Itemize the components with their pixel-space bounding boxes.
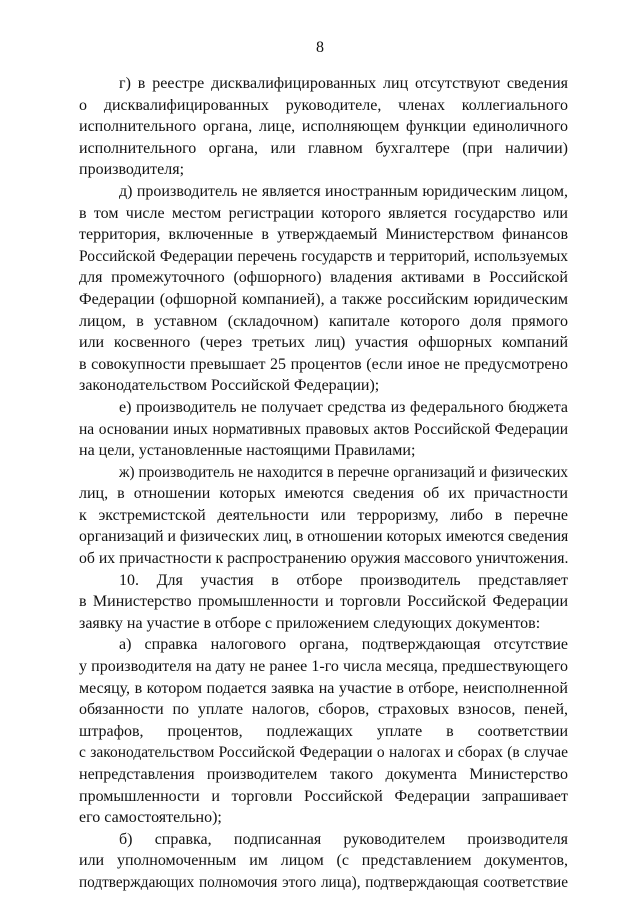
text-line: месяцу, в котором подается заявка на участие в отборе, неисполненной xyxy=(79,679,568,697)
text-line: д) производитель не является иностранным юридическим лицом, xyxy=(119,182,568,200)
text-line: исполнительного органа, или главном бухгалтере (при наличии) xyxy=(79,139,568,157)
text-line: территория, включенные в утверждаемый Министерством финансов xyxy=(79,226,568,244)
text-line: а) справка налогового органа, подтверждающая отсутствие xyxy=(119,636,568,654)
text-line: заявку на участие в отборе с приложением следующих документов: xyxy=(79,614,541,632)
paragraph xyxy=(79,397,568,462)
text-line: для промежуточного (офшорного) владения активами в Российской xyxy=(79,269,568,287)
text-line: в совокупности превышает 25 процентов (если иное не предусмотрено xyxy=(79,355,568,373)
text-line: промышленности и торговли Российской Федерации запрашивает xyxy=(79,787,568,805)
text-line: непредставления производителем такого документа Министерство xyxy=(79,766,568,783)
text-line: на основании иных нормативных правовых актов Российской Федерации xyxy=(79,420,568,438)
text-line: 10. Для участия в отборе производитель представляет xyxy=(119,571,568,589)
text-line: е) производитель не получает средства из федерального бюджета xyxy=(119,398,568,416)
text-line: б) справка, подписанная руководителем производителя xyxy=(119,830,568,848)
text-line: его самостоятельно); xyxy=(79,809,222,827)
document-body xyxy=(79,73,568,894)
paragraph xyxy=(79,570,568,635)
text-line: Российской Федерации перечень государств и территорий, используемых xyxy=(79,247,568,265)
paragraph xyxy=(79,634,568,828)
text-line: ж) производитель не находится в перечне организаций и физических xyxy=(119,463,568,481)
text-line: у производителя на дату не ранее 1-го числа месяца, предшествующего xyxy=(79,658,568,676)
text-line: об их причастности к распространению оружия массового уничтожения. xyxy=(79,550,569,568)
text-line: или косвенного (через третьих лиц) участия офшорных компаний xyxy=(79,334,568,352)
text-line: лиц, в отношении которых имеются сведения об их причастности xyxy=(79,485,568,503)
paragraph xyxy=(79,462,568,570)
paragraph xyxy=(79,829,568,894)
text-line: в том числе местом регистрации которого является государство или xyxy=(79,204,568,222)
text-line: законодательством Российской Федерации); xyxy=(79,377,380,395)
text-line: подтверждающих полномочия этого лица), подтверждающая соответствие xyxy=(79,873,568,891)
text-line: в Министерство промышленности и торговли Российской Федерации xyxy=(79,593,568,611)
text-line: о дисквалифицированных руководителе, членах коллегиального xyxy=(79,96,568,114)
text-line: производителя; xyxy=(79,161,185,179)
text-line: лицом, в уставном (складочном) капитале которого доля прямого xyxy=(79,312,568,330)
text-line: организаций и физических лиц, в отношении которых имеются сведения xyxy=(79,528,569,546)
text-line: исполнительного органа, лице, исполняющем функции единоличного xyxy=(79,118,568,136)
text-line: к экстремистской деятельности или терроризму, либо в перечне xyxy=(79,506,568,524)
paragraph xyxy=(79,181,568,397)
text-line: г) в реестре дисквалифицированных лиц отсутствуют сведения xyxy=(119,75,568,92)
text-line: с законодательством Российской Федерации о налогах и сборах (в случае xyxy=(79,744,568,762)
page-number: 8 xyxy=(316,39,324,56)
text-line: штрафов, процентов, подлежащих уплате в соответствии xyxy=(79,722,568,740)
text-line: или уполномоченным им лицом (с представлением документов, xyxy=(79,852,568,870)
text-line: на цели, установленные настоящими Правилами; xyxy=(79,442,416,460)
text-line: Федерации (офшорной компанией), а также российским юридическим xyxy=(79,290,568,308)
paragraph xyxy=(79,73,568,181)
text-line: обязанности по уплате налогов, сборов, страховых взносов, пеней, xyxy=(79,701,568,719)
